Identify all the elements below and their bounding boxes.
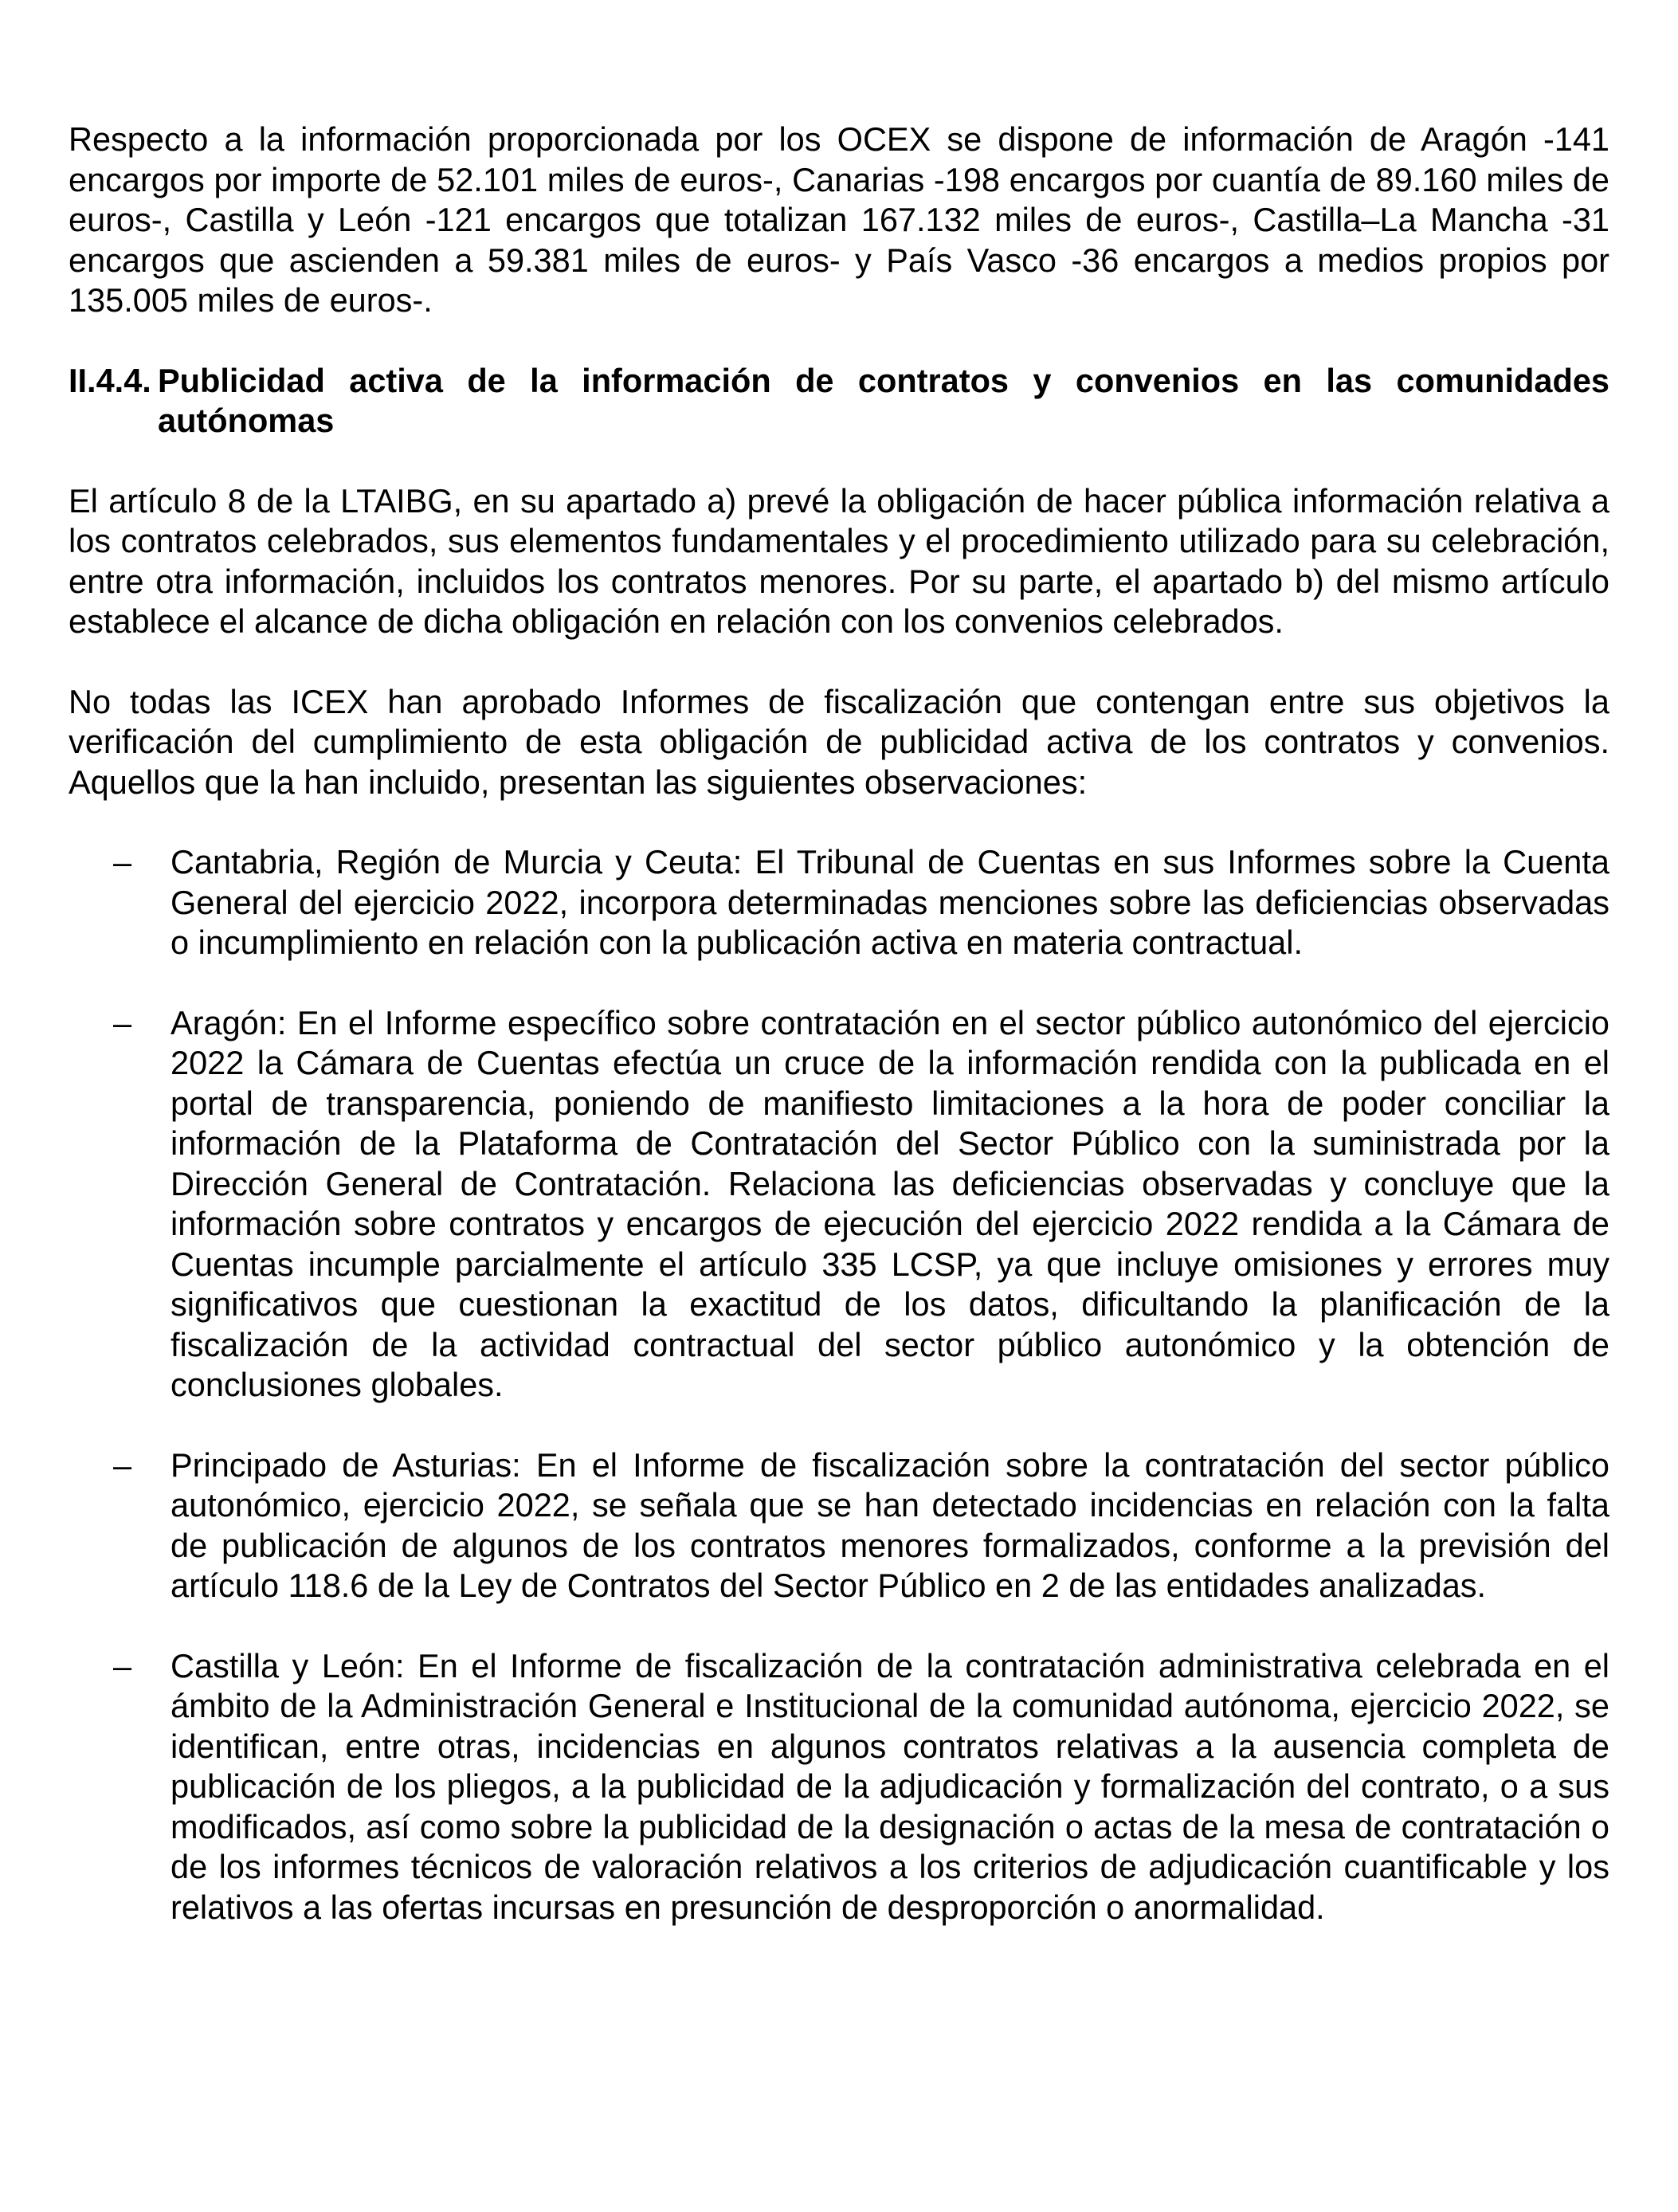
paragraph-icex: No todas las ICEX han aprobado Informes de fiscalización que contengan entre sus objetivos la verificación del cumplimiento de esta obligación de publicidad activa de los contratos y convenios. Aquellos que la han incluido, presentan las siguientes observaciones:	[69, 682, 1609, 801]
list-dash: –	[113, 843, 132, 880]
paragraph-ltaibg: El artículo 8 de la LTAIBG, en su apartado a) prevé la obligación de hacer pública información relativa a los contratos celebrados, sus elementos fundamentales y el procedimiento utilizado para su celebración, entre otra información, incluidos los contratos menores. Por su parte, el apartado b) del mismo artículo establece el alcance de dicha obligación en relación con los convenios celebrados.	[69, 481, 1609, 640]
list-item	[69, 1646, 1609, 1928]
document-page	[69, 120, 1609, 1967]
list-item-text: Castilla y León: En el Informe de fiscalización de la contratación administrativa celebrada en el ámbito de la Administración General e Institucional de la comunidad autónoma, ejercicio 2022, se identifican, entre otras, incidencias en algunos contratos relativas a la ausencia completa de publicación de los pliegos, a la publicidad de la adjudicación y formalización del contrato, o a sus modificados, así como sobre la publicidad de la designación o actas de la mesa de contratación o de los informes técnicos de valoración relativos a los criterios de adjudicación cuantificable y los relativos a las ofertas incursas en presunción de desproporción o anormalidad.	[171, 1646, 1609, 1926]
list-item	[69, 1445, 1609, 1606]
list-item	[69, 842, 1609, 963]
section-number: II.4.4.	[69, 361, 151, 399]
section-title: Publicidad activa de la información de contratos y convenios en las comunidades autónomas	[158, 361, 1609, 439]
list-dash: –	[113, 1646, 132, 1684]
list-item	[69, 1003, 1609, 1406]
section-heading	[69, 361, 1609, 441]
list-item-text: Cantabria, Región de Murcia y Ceuta: El Tribunal de Cuentas en sus Informes sobre la Cuenta General del ejercicio 2022, incorpora determinadas menciones sobre las deficiencias observadas o incumplimiento en relación con la publicación activa en materia contractual.	[171, 843, 1609, 961]
paragraph-ocex-encargos: Respecto a la información proporcionada por los OCEX se dispone de información de Aragón -141 encargos por importe de 52.101 miles de euros-, Canarias -198 encargos por cuantía de 89.160 miles de euros-, Castilla y León -121 encargos que totalizan 167.132 miles de euros-, Castilla–La Mancha -31 encargos que ascienden a 59.381 miles de euros- y País Vasco -36 encargos a medios propios por 135.005 miles de euros-.	[69, 120, 1609, 319]
list-dash: –	[113, 1003, 132, 1041]
list-item-text: Principado de Asturias: En el Informe de fiscalización sobre la contratación del sector público autonómico, ejercicio 2022, se señala que se han detectado incidencias en relación con la falta de publicación de algunos de los contratos menores formalizados, conforme a la previsión del artículo 118.6 de la Ley de Contratos del Sector Público en 2 de las entidades analizadas.	[171, 1445, 1609, 1604]
list-item-text: Aragón: En el Informe específico sobre contratación en el sector público autonómico del ejercicio 2022 la Cámara de Cuentas efectúa un cruce de la información rendida con la publicada en el portal de transparencia, poniendo de manifiesto limitaciones a la hora de poder conciliar la información de la Plataforma de Contratación del Sector Público con la suministrada por la Dirección General de Contratación. Relaciona las deficiencias observadas y concluye que la información sobre contratos y encargos de ejecución del ejercicio 2022 rendida a la Cámara de Cuentas incumple parcialmente el artículo 335 LCSP, ya que incluye omisiones y errores muy significativos que cuestionan la exactitud de los datos, dificultando la planificación de la fiscalización de la actividad contractual del sector público autonómico y la obtención de conclusiones globales.	[171, 1003, 1609, 1403]
list-dash: –	[113, 1445, 132, 1484]
